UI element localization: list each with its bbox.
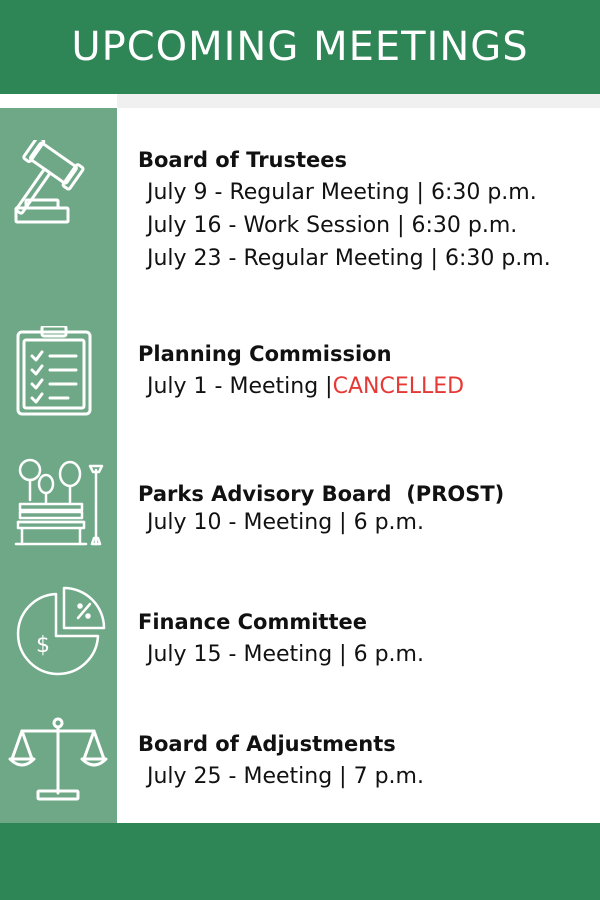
- meeting-date-text: July 1 - Meeting |: [147, 374, 333, 400]
- gavel-icon: [8, 140, 108, 230]
- meeting-date-line: July 10 - Meeting | 6 p.m.: [147, 510, 424, 536]
- meeting-date-line: July 15 - Meeting | 6 p.m.: [147, 642, 424, 668]
- footer-band: [0, 823, 600, 900]
- meeting-title: Parks Advisory Board (PROST): [138, 482, 505, 506]
- meeting-section-board-of-trustees: [138, 147, 593, 275]
- meeting-section-parks-advisory-board: [138, 481, 593, 536]
- cancelled-status: CANCELLED: [332, 374, 465, 400]
- meeting-title: Planning Commission: [138, 342, 392, 366]
- balance-scale-icon: [8, 713, 108, 803]
- page-title: UPCOMING MEETINGS: [71, 24, 529, 70]
- meeting-title: Board of Trustees: [138, 148, 348, 172]
- divider-strip-left: [0, 94, 117, 108]
- clipboard-checklist-icon: [8, 326, 108, 416]
- meeting-title: Finance Committee: [138, 610, 367, 634]
- meeting-date-line: July 25 - Meeting | 7 p.m.: [147, 764, 424, 790]
- meeting-date-line: July 23 - Regular Meeting | 6:30 p.m.: [147, 246, 551, 272]
- divider-strip: [0, 94, 600, 108]
- icon-sidebar: [0, 108, 117, 823]
- meeting-date-line: July 16 - Work Session | 6:30 p.m.: [147, 213, 518, 239]
- park-bench-icon: [8, 458, 108, 548]
- meeting-title: Board of Adjustments: [138, 732, 396, 756]
- svg-text:$: $: [36, 633, 50, 658]
- meeting-date-line: July 9 - Regular Meeting | 6:30 p.m.: [147, 180, 537, 206]
- meeting-section-finance-committee: [138, 609, 593, 671]
- meeting-section-planning-commission: [138, 341, 593, 403]
- finance-pie-chart-icon: [8, 586, 108, 676]
- meeting-section-board-of-adjustments: [138, 731, 593, 793]
- meeting-date-line: [138, 370, 593, 403]
- header-banner: [0, 0, 600, 94]
